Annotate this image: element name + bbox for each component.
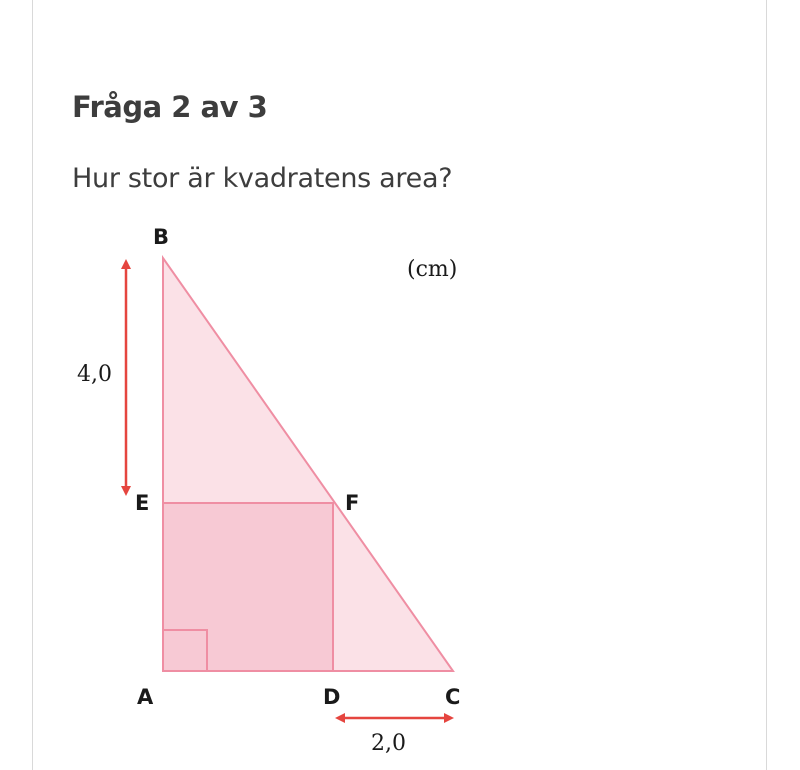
point-label-e: E: [135, 491, 150, 515]
dimension-label-dc: 2,0: [371, 731, 406, 756]
point-label-b: B: [153, 225, 170, 249]
square-aefd: [163, 503, 333, 671]
point-label-a: A: [137, 685, 154, 709]
point-label-c: C: [445, 685, 461, 709]
dimension-label-be: 4,0: [77, 362, 112, 387]
point-label-d: D: [323, 685, 341, 709]
question-counter: Fråga 2 av 3: [72, 90, 268, 124]
point-label-f: F: [345, 491, 360, 515]
question-text: Hur stor är kvadratens area?: [72, 163, 453, 194]
unit-label: (cm): [407, 257, 458, 282]
